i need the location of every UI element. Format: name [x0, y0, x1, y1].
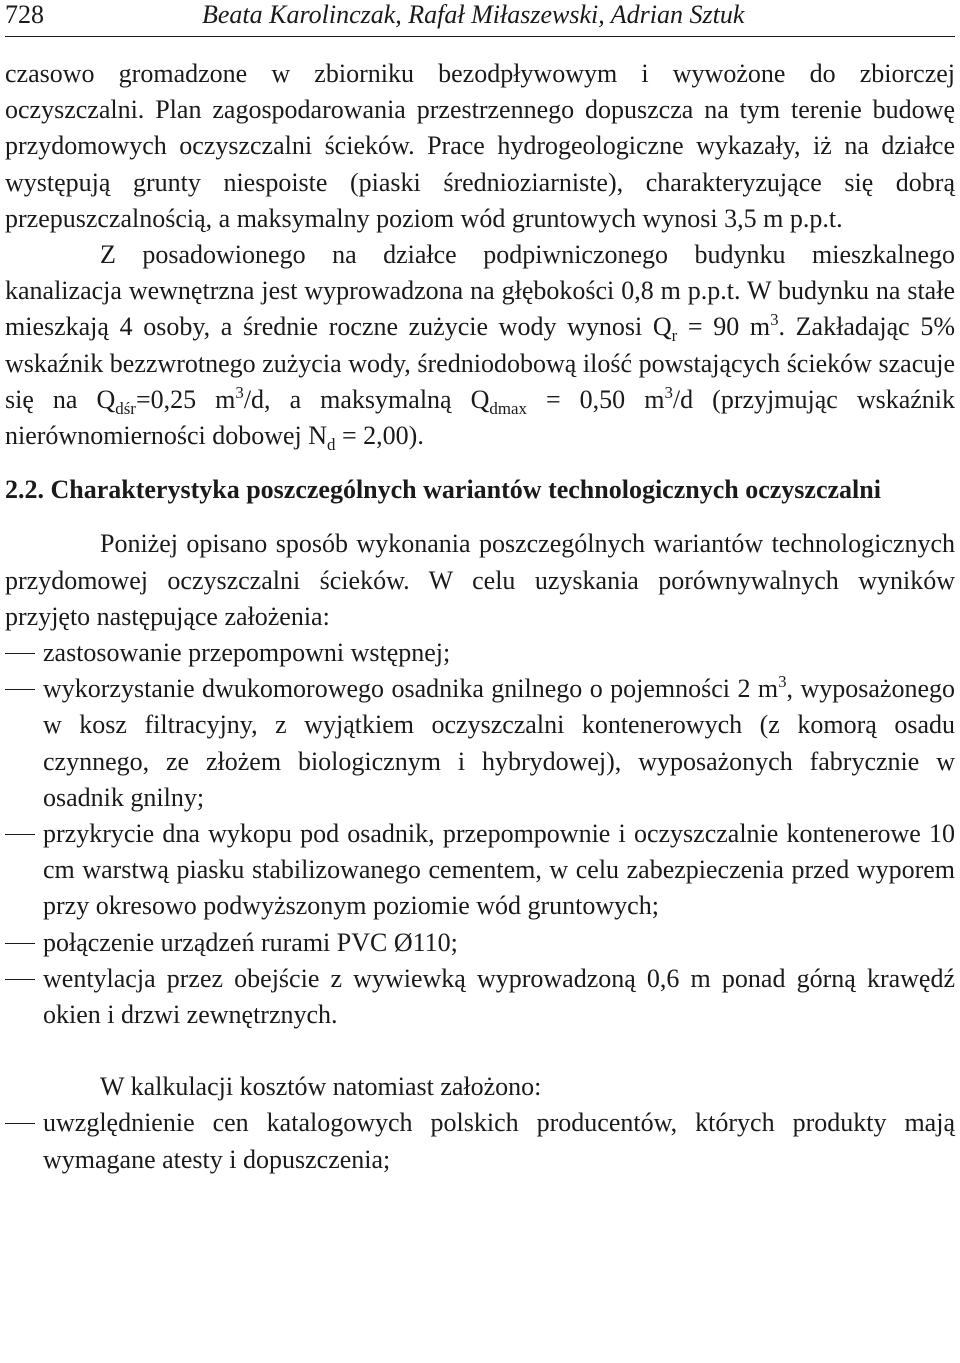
list-item-text: przykrycie dna wykopu pod osadnik, przepompownie i oczyszczalnie kontenerowe 10 cm warstwą piasku stabilizowanego cementem, w celu zabezpieczenia przed wyporem przy okresowo podwyższonym poziomie wód gruntowych; [43, 819, 955, 921]
page-number: 728 [5, 0, 44, 29]
list-item [5, 635, 955, 671]
paragraph-text: /d, a maksymalną Q [243, 384, 490, 414]
paragraph-text: . Zakładając 5% wskaźnik bezzwrotnego zużycia wody, średniodobową ilość powstających ścieków szacuje się na Q [5, 312, 956, 414]
superscript: 3 [664, 382, 673, 402]
section-heading: 2.2. Charakterystyka poszczególnych wariantów technologicznych oczyszczalni [5, 475, 881, 505]
paragraph-site-conditions [5, 56, 955, 237]
subscript: dmax [489, 398, 527, 418]
running-header-authors: Beata Karolinczak, Rafał Miłaszewski, Adrian Sztuk [202, 0, 745, 29]
paragraph-building-data [5, 237, 955, 454]
list-item-text: wentylacja przez obejście z wywiewką wyprowadzoną 0,6 m ponad górną krawędź okien i drzwi zewnętrznych. [43, 963, 955, 1030]
list-item-text: połączenie urządzeń rurami PVC Ø110; [43, 927, 458, 957]
paragraph-text: /d (przyjmując wskaźnik nierównomierności dobowej N [5, 384, 956, 451]
paragraph-costs-intro: W kalkulacji kosztów natomiast założono: [100, 1072, 542, 1102]
list-item [5, 925, 955, 961]
page-header [5, 0, 955, 37]
assumptions-list [5, 635, 955, 1033]
superscript: 3 [778, 672, 787, 692]
list-item-text: , wyposażonego w kosz filtracyjny, z wyjątkiem oczyszczalni kontenerowych (z komorą osadu czynnego, ze złożem biologicznym i hybrydowej), wyposażonych fabrycznie w osadnik gnilny; [43, 674, 955, 812]
list-item [5, 671, 955, 816]
costs-list [5, 1105, 955, 1177]
list-item-text: wykorzystanie dwukomorowego osadnika gnilnego o pojemności 2 m [43, 674, 779, 704]
subscript: d [327, 434, 336, 454]
list-item [5, 816, 955, 925]
paragraph-text: = 2,00). [335, 421, 424, 451]
paragraph-text: = 0,50 m [526, 384, 665, 414]
list-item-text: uwzględnienie cen katalogowych polskich producentów, których produkty mają wymagane atesty i dopuszczenia; [43, 1108, 955, 1174]
paragraph-text: czasowo gromadzone w zbiorniku bezodpływowym i wywożone do zbiorczej oczyszczalni. Plan zagospodarowania przestrzennego dopuszcza na tym terenie budowę przydomowych oczyszczalni ścieków. Prace hydrogeologiczne wykazały, iż na działce występują grunty niespoiste (piaski średnioziarniste), charakteryzujące się dobrą przepuszczalnością, a maksymalny poziom wód gruntowych wynosi 3,5 m p.p.t. [5, 59, 955, 233]
superscript: 3 [770, 310, 779, 330]
list-item-text: zastosowanie przepompowni wstępnej; [43, 638, 451, 668]
paragraph-text: Z posadowionego na działce podpiwniczonego budynku mieszkalnego kanalizacja wewnętrzna jest wyprowadzona na głębokości 0,8 m p.p.t. W budynku na stałe mieszkają 4 osoby, a średnie roczne zużycie wody wynosi Q [5, 240, 955, 342]
subscript: dśr [115, 398, 136, 418]
list-item [5, 1105, 955, 1177]
list-item [5, 961, 955, 1033]
superscript: 3 [235, 382, 244, 402]
page-content [5, 56, 955, 1178]
subscript: r [671, 326, 678, 346]
paragraph-text: =0,25 m [135, 384, 236, 414]
paragraph-intro: Poniżej opisano sposób wykonania poszczególnych wariantów technologicznych przydomowej oczyszczalni ścieków. W celu uzyskania porównywalnych wyników przyjęto następujące założenia: [5, 529, 955, 631]
paragraph-text: = 90 m [677, 312, 771, 342]
